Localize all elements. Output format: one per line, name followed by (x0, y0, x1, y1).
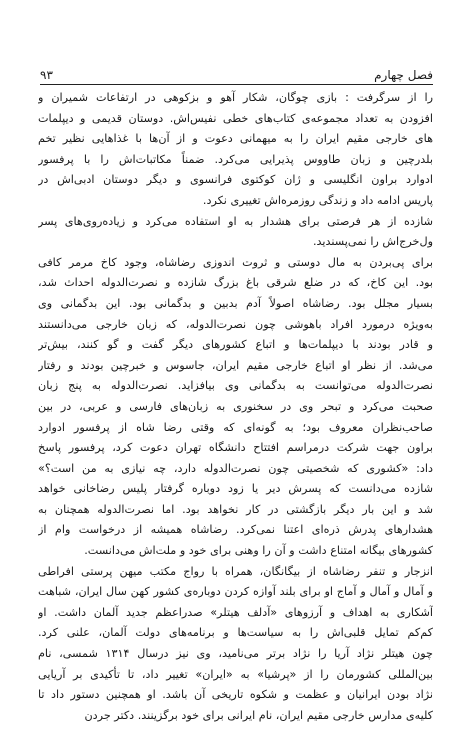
text-line: و قادر بودند با دیپلمات‌ها و اتباع کشورهای دیگر گفت و گو کنند، بیش‌تر (38, 338, 433, 352)
text-line: ول‌خرج‌اش را نمی‌پسندید. (312, 235, 433, 249)
text-line: های خارجی مقیم ایران را به میهمانی دعوت و از آن‌ها با غذاهایی نظیر تخم (38, 132, 433, 146)
text-line: آشکاری به اهداف و آرزوهای «آدلف هیتلر» صدراعظم جدید آلمان داشت. او (38, 605, 433, 619)
text-line: شد و این بار دیگر بازگشتی در کار نخواهد بود. اما نصرت‌الدوله همچنان به (38, 502, 433, 516)
text-line: به‌ویژه درمورد افراد باهوشی چون نصرت‌الدوله، که زبان خارجی می‌دانستند (38, 317, 433, 331)
body-text (38, 88, 433, 726)
text-line: افزودن به تعداد مجموعه‌ی کتاب‌های خطی نفیس‌اش. دوستان قدیمی و دیپلمات (38, 111, 433, 125)
text-line: کشورهای بیگانه امتناع داشت و آن را وهنی برای خود و ملت‌اش می‌دانست. (84, 544, 433, 558)
paragraph (38, 253, 433, 562)
text-line: بلدرچین و زبان طاووس پذیرایی می‌کرد. ضمناً مکاتبات‌اش را با پرفسور (38, 152, 433, 166)
text-line: انزجار و تنفر رضاشاه از بیگانگان، همراه با رواج مکتب میهن پرستی افراطی (38, 564, 433, 578)
text-line: بود. این کاخ، که در ضلع شرقی باغ بزرگ شازده و نصرت‌الدوله احداث شد، (38, 276, 433, 290)
text-line: برای پی‌بردن به مال دوستی و ثروت اندوزی رضاشاه، وجود کاخ مرمر کافی (38, 255, 433, 269)
text-line: هشدارهای پدرش ذره‌ای اعتنا نمی‌کرد. رضاشاه همیشه از درخواست وام از (38, 523, 433, 537)
text-line: می‌شد. از نظر او اتباع خارجی مقیم ایران، جاسوس و خبرچین بودند و رفتار (38, 358, 433, 372)
text-line: بین‌المللی کشورمان را از «پرشیا» به «ایران» تغییر داد، تا تأکیدی بر آریایی (38, 667, 433, 681)
text-line: شازده می‌دانست که پسرش دیر یا زود دوباره گرفتار پلیس رضاخانی خواهد (38, 482, 433, 496)
page-number: ۹۳ (40, 68, 53, 82)
text-line: صاحب‌نظران معروف بود؛ به گونه‌ای که وقتی رضا شاه از پرفسور ادوارد (38, 420, 433, 434)
header-divider (40, 84, 433, 85)
paragraph (38, 212, 433, 253)
text-line: بسیار مجلل بود. رضاشاه اصولاً آدم بدبین و بدگمانی بود. این بدگمانی وی (38, 296, 433, 310)
text-line: صحبت می‌کرد و تبحر وی در سخنوری به زبان‌های فارسی و عربی، در بین (38, 399, 433, 413)
text-line: پاریس ادامه داد و زندگی روزمره‌اش تغییری نکرد. (202, 193, 433, 207)
text-line: نصرت‌الدوله می‌توانست به بدگمانی وی بیافزاید. نصرت‌الدوله به پنج زبان (38, 379, 433, 393)
text-line: و آمال و آمال و آماج او برای بلند آوازه کردن دوباره‌ی کشور کهن سال ایران، شباهت (38, 585, 433, 599)
text-line: کلیه‌ی مدارس خارجی مقیم ایران، نام ایرانی برای خود برگزینند. دکتر جردن (84, 708, 433, 722)
text-line: نژاد بودن ایرانیان و عظمت و شکوه تاریخی آن باشد. او همچنین دستور داد تا (38, 688, 433, 702)
text-line: داد: «کشوری که شخصیتی چون نصرت‌الدوله دارد، چه نیازی به من است؟» (38, 461, 433, 475)
text-line: شازده از هر فرصتی برای هشدار به او استفاده می‌کرد و زیاده‌روی‌های پسر (38, 214, 433, 228)
text-line: براون جهت شرکت درمراسم افتتاح دانشگاه تهران دعوت کرد، پرفسور پاسخ (38, 441, 433, 455)
text-line: چون هیتلر نژاد آریا را نژاد برتر می‌نامید، وی نیز درسال ۱۳۱۴ شمسی، نام (38, 647, 433, 661)
text-line: کم‌کم تمایل قلبی‌اش را به سیاست‌ها و برنامه‌های دولت آلمان، علنی کرد. (38, 626, 433, 640)
paragraph (38, 562, 433, 727)
text-line: ادوارد براون انگلیسی و ژان کوکتوی فرانسوی و دیگر دوستان ادبی‌اش در (38, 173, 433, 187)
paragraph (38, 88, 433, 212)
page-header (40, 66, 433, 84)
chapter-title: فصل چهارم (374, 68, 433, 82)
text-line: را از سرگرفت : بازی چوگان، شکار آهو و بزکوهی در ارتفاعات شمیران و (38, 91, 433, 104)
